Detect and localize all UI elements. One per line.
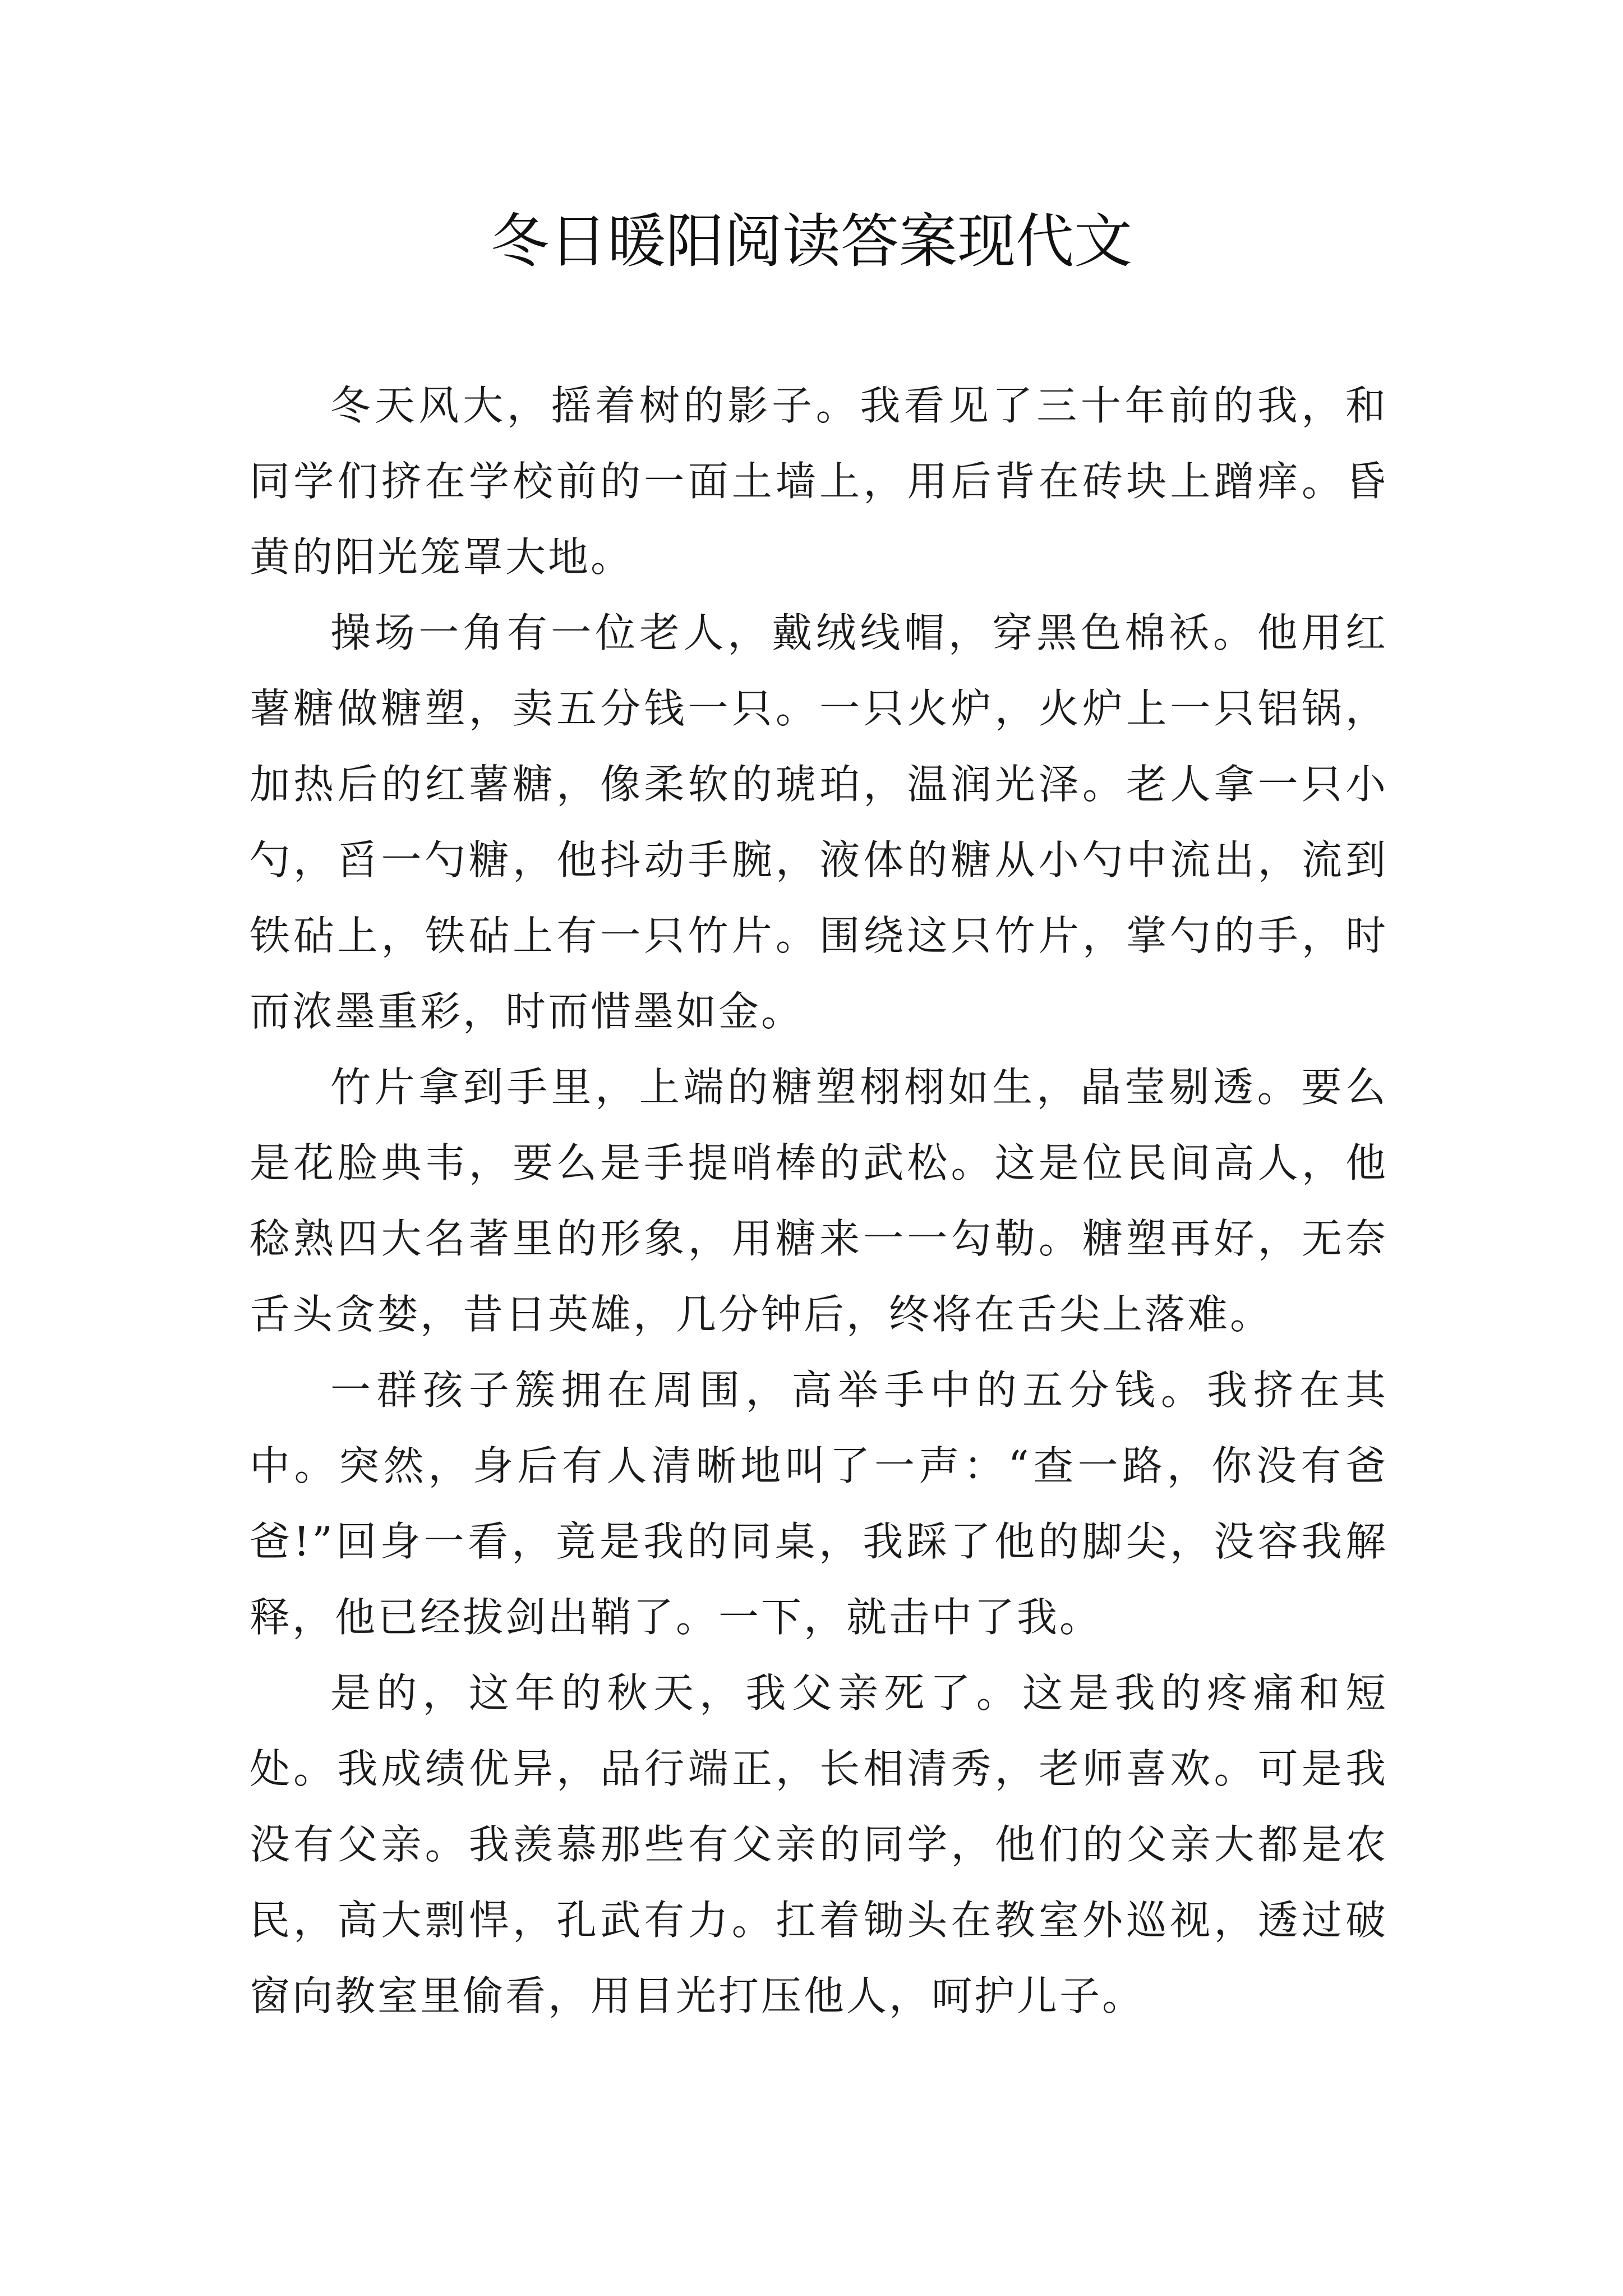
document-title: 冬日暖阳阅读答案现代文: [490, 207, 1132, 275]
paragraph-2: 操场一角有一位老人，戴绒线帽，穿黑色棉袄。他用红薯糖做糖塑，卖五分钱一只。一只火炉，火炉上一只铝锅，加热后的红薯糖，像柔软的琥珀，温润光泽。老人拿一只小勺，舀一勺糖，他抖动手腕，液体的糖从小勺中流出，流到铁砧上，铁砧上有一只竹片。围绕这只竹片，掌勺的手，时而浓墨重彩，时而惜墨如金。: [250, 609, 1388, 1035]
document-body: [250, 368, 1388, 2034]
paragraph-3: 竹片拿到手里，上端的糖塑栩栩如生，晶莹剔透。要么是花脸典韦，要么是手提哨棒的武松。这是位民间高人，他稔熟四大名著里的形象，用糖来一一勾勒。糖塑再好，无奈舌头贪婪，昔日英雄，几分钟后，终将在舌尖上落难。: [250, 1064, 1388, 1338]
paragraph-5: 是的，这年的秋天，我父亲死了。这是我的疼痛和短处。我成绩优异，品行端正，长相清秀，老师喜欢。可是我没有父亲。我羡慕那些有父亲的同学，他们的父亲大都是农民，高大剽悍，孔武有力。扛着锄头在教室外巡视，透过破窗向教室里偷看，用目光打压他人，呵护儿子。: [250, 1669, 1388, 2019]
paragraph-1: 冬天风大，摇着树的影子。我看见了三十年前的我，和同学们挤在学校前的一面土墙上，用后背在砖块上蹭痒。昏黄的阳光笼罩大地。: [250, 382, 1388, 581]
paragraph-4: 一群孩子簇拥在周围，高举手中的五分钱。我挤在其中。突然，身后有人清晰地叫了一声：“查一路，你没有爸爸!”回身一看，竟是我的同桌，我踩了他的脚尖，没容我解释，他已经拔剑出鞘了。一下，就击中了我。: [250, 1366, 1388, 1641]
